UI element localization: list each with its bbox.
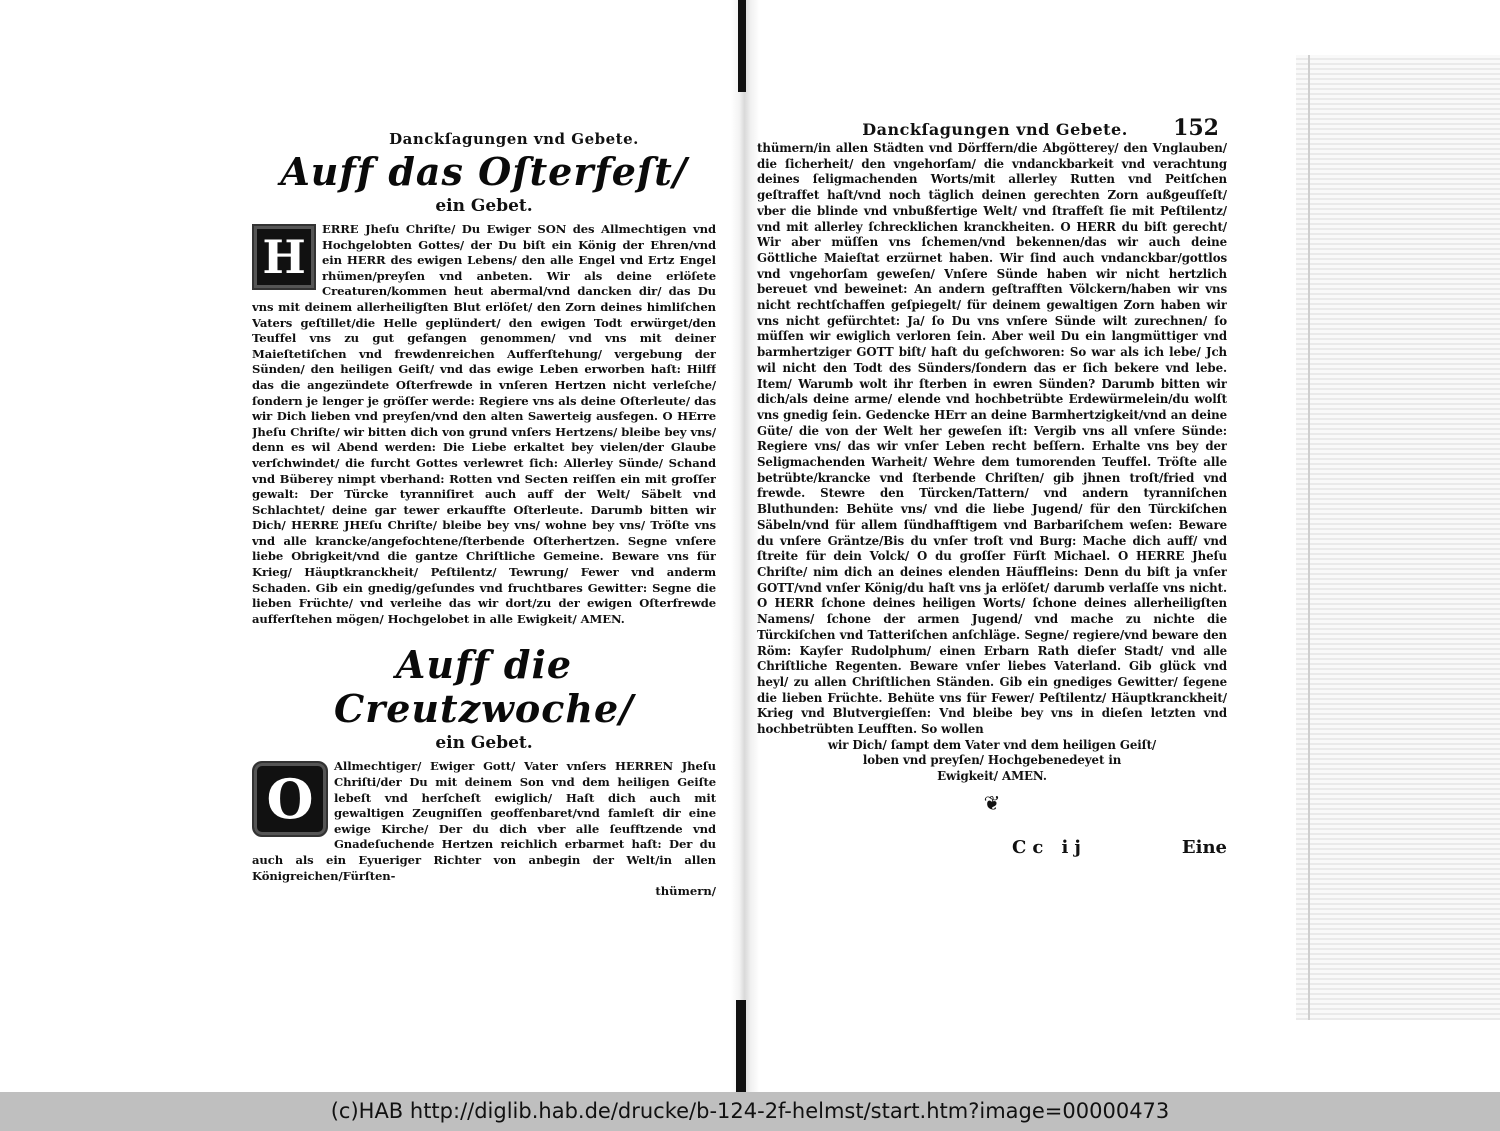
rogation-prayer	[252, 759, 716, 884]
easter-prayer-text: ERRE Jheſu Chriſte/ Du Ewiger SON des Allmechtigen vnd Hochgelobten Gottes/ der Du biſt ein König der Ehren/vnd ein HERR des ewigen Lebens/ den alle Engel vnd Ertz Engel rhümen/preyſen vnd anbeten. Wir als deine erlöſete Creaturen/kommen heut abermal/vnd dancken dir/ das Du vns mit deinem allerheiligſten Blut erlöſet/ den Zorn deines himliſchen Vaters geſtillet/die Helle geplündert/ den ewigen Todt erwürget/den Teuffel vns zu gut gefangen genommen/ vnd vns mit deiner Maieſtetiſchen vnd frewdenreichen Aufferſtehung/ vergebung der Sünden/ den heiligen Geiſt/ vnd das ewige Leben erworben haſt: Hilff das die angezündete Oſterfrewde in vnſeren Hertzen nicht verleſche/ ſondern je lenger je gröſſer werde: Regiere vns als deine Oſterleute/ das wir Dich lieben vnd preyſen/vnd den alten Sawerteig ausfegen. O HErre Jheſu Chriſte/ wir bitten dich von grund vnſers Hertzens/ bleibe bey vns/ denn es wil Abend werden: Die Liebe erkaltet bey vielen/der Glaube verſchwindet/ die furcht Gottes verlewret ſich: Allerley Sünde/ Schand vnd Büberey nimpt vberhand: Rotten vnd Secten reiſſen ein mit groſſer gewalt: Der Türcke tyranniſiret auch auff der Welt/ Säbelt vnd Schlachtet/ deine gar tewer erkauffte Oſterleute. Darumb bitten wir Dich/ HERRE JHEſu Chriſte/ bleibe bey vns/ wohne bey vns/ Tröſte vns vnd alle krancke/angefochtene/ſterbende Oſterhertzen. Segne vnſere liebe Obrigkeit/vnd die gantze Chriſtliche Gemeine. Beware vns für Krieg/ Häuptkranckheit/ Peſtilentz/ Tewrung/ Fewer vnd anderm Schaden. Gib ein gnedig/geſundes vnd fruchtbares Gewitter: Segne die lieben Früchte/ vnd verleihe das wir dort/zu der ewigen Oſterfrewde aufferſtehen mögen/ Hochgelobet in alle Ewigkeit/ AMEN.	[252, 222, 716, 626]
rogation-title: Auff die Creutzwoche/	[333, 642, 635, 732]
right-page-text	[757, 115, 1227, 871]
gutter-shadow-top	[738, 0, 746, 92]
left-page	[0, 0, 742, 1092]
right-catchword: Eine	[1181, 836, 1227, 858]
decorated-initial-h: H	[252, 224, 316, 290]
right-header	[757, 115, 1227, 141]
rogation-prayer-text: Allmechtiger/ Ewiger Gott/ Vater vnſers HERREN Jheſu Chriſti/der Du mit deinem Son vnd dem heiligen Geiſte lebeſt vnd herſcheſt ewiglich/ Haſt dich auch mit gewaltigen Zeugniſſen geoffenbaret/vnd famleſt dir eine ewige Kirche/ Der du dich vber alle ſeufftzende vnd Gnadeſuchende Hertzen reichlich erbarmet haſt: Der du auch als ein Eyueriger Richter von anbegin der Welt/in allen Königreichen/Fürſten-	[252, 759, 716, 883]
rogation-prayer-continued: thümern/in allen Städten vnd Dörffern/die Abgötterey/ den Vnglauben/ die ſicherheit/ den vngehorſam/ die vndanckbarkeit vnd verachtung deines ſeligmachenden Worts/mit allerley Rutten vnd Peitſchen geſtraffet haſt/vnd noch täglich deinen gerechten Zorn außgeuſſeſt/ vber die blinde vnd vnbußfertige Welt/ vnd ſtraffeſt ſie mit Peſtilentz/ vnd mit allerley ſchrecklichen kranckheiten. O HERR du biſt gerecht/ Wir aber müſſen vns ſchemen/vnd bekennen/das wir auch deine Göttliche Maieſtat erzürnet haben. Wir ſind auch vndanckbar/gottlos vnd vngehorſam geweſen/ Vnſere Sünde haben wir nicht hertzlich bereuet vnd beweinet: An andern geſtrafften Völckern/haben wir vns nicht rechtſchaffen geſpiegelt/ für deinem gewaltigen Zorn haben wir vns nicht gefürchtet: Ja/ ſo Du vns vnſere Sünde wilt zurechnen/ ſo müſſen wir ewiglich verloren ſein. Aber weil Du ein langmüttiger vnd barmhertziger GOTT biſt/ haſt du geſchworen: So war als ich lebe/ Jch wil nicht den Todt des Sünders/ſondern das er ſich bekere vnd lebe. Item/ Warumb wolt ihr ſterben in ewren Sünden? Darumb bitten wir dich/als deine arme/ elende vnd hochbetrübte Erdewürmelein/du wolſt vns gnedig ſein. Gedencke HErr an deine Barmhertzigkeit/vnd an deine Güte/ die von der Welt her geweſen iſt: Vergib vns all vnſere Sünde: Regiere vns/ das wir vnſer Leben recht beſſern. Erhalte vns bey der Seligmachenden Warheit/ Wehre dem tumorenden Teuffel. Tröſte alle betrübte/krancke vnd ſterbende Chriſten/ gib jhnen troſt/fried vnd frewde. Stewre den Türcken/Tattern/ vnd andern tyranniſchen Bluthunden: Behüte vns/ vnd die liebe Jugend/ für den Türckiſchen Säbeln/vnd für allem ſündhafftigem vnd Barbariſchem weſen: Beware du vnſere Gräntze/Bis du vnſer troſt vnd Burg: Mache dich auff/ vnd ſtreite für dein Volck/ O du groſſer Fürſt Michael. O HERRE Jheſu Chriſte/ nim dich an deines elenden Häuffleins: Denn du biſt ja vnſer GOTT/vnd vnſer König/du haſt vns ja erlöſet/ darumb verlaſſe vns nicht. O HERR ſchone deines heiligen Worts/ ſchone deines allerheiligſten Namens/ ſchone der armen Jugend/ vnd mache zu nichte die Türckiſchen vnd Tatteriſchen anſchläge. Segne/ regiere/vnd beware den Röm: Kayſer Rudolphum/ einen Erbarn Rath dieſer Stadt/ vnd alle Chriſtliche Regenten. Beware vnſer liebes Vaterland. Gib glück vnd heyl/ zu allen Chriſtlichen Ständen. Gib ein gnediges Gewitter/ ſegene die lieben Früchte. Behüte vns für Fewer/ Peſtilentz/ Häuptkranckheit/ Krieg vnd Blutvergieſſen: Vnd bleibe bey vns in dieſen letzten vnd hochbetrübten Leufften. So wollen	[757, 141, 1227, 737]
copyright-footer: (c)HAB http://diglib.hab.de/drucke/b-124-2f-helmst/start.htm?image=00000473	[0, 1092, 1500, 1131]
left-running-head: Danckſagungen vnd Gebete.	[389, 130, 639, 148]
easter-subtitle: ein Gebet.	[435, 196, 533, 216]
left-catchword: thümern/	[655, 884, 716, 899]
fleuron-ornament: ❦	[983, 790, 1001, 815]
closing-line-1: wir Dich/ ſampt dem Vater vnd dem heiligen Geiſt/	[827, 737, 1157, 752]
easter-title: Auff das Oſterfeſt/	[280, 149, 688, 194]
signature-mark: Cc ij	[1012, 836, 1087, 858]
closing-block	[757, 738, 1227, 785]
rogation-subtitle: ein Gebet.	[435, 733, 533, 754]
closing-line-3: Ewigkeit/ AMEN.	[937, 769, 1047, 784]
decorated-initial-o: O	[252, 761, 328, 837]
page-foot	[757, 837, 1227, 871]
right-running-head: Danckſagungen vnd Gebete.	[862, 120, 1128, 139]
left-page-text	[252, 130, 716, 898]
page-number: 152	[1173, 115, 1219, 141]
easter-prayer	[252, 222, 716, 627]
gutter-shadow-bottom	[736, 1000, 746, 1092]
closing-line-2: loben vnd preyſen/ Hochgebenedeyet in	[862, 753, 1122, 768]
